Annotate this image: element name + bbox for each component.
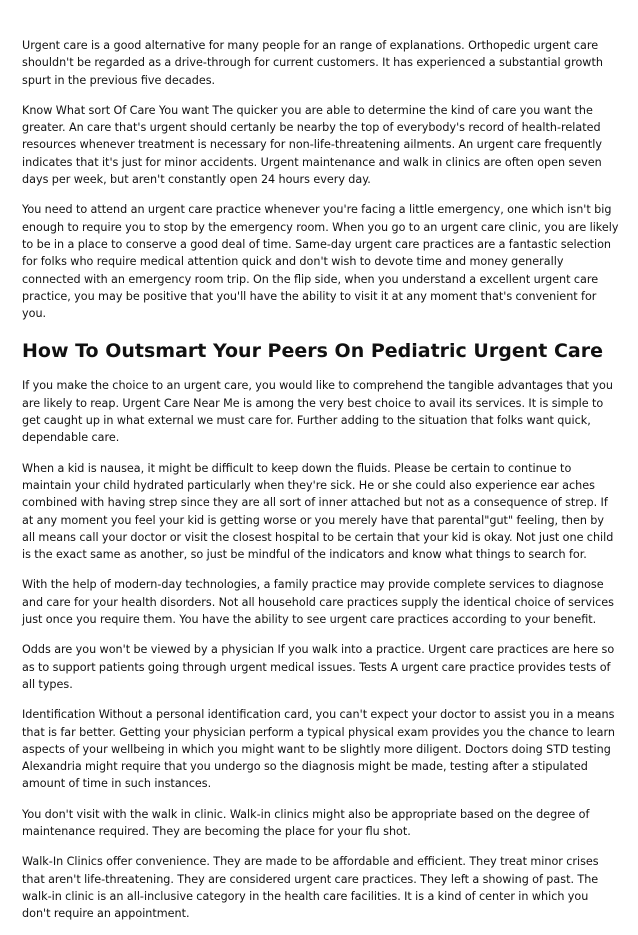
body-paragraph-6: You don't visit with the walk in clinic. Walk-in clinics might also be appropriate based on the degree of maintenance required. They are becoming the place for your flu shot. — [22, 807, 590, 838]
body-paragraph-2: When a kid is nausea, it might be difficult to keep down the fluids. Please be certain to continue to maintain your child hydrated particularly when they're sick. He or she could also experience ear aches combined with having strep since they are all sort of inner attached but not as a consequence of strep. If at any moment you feel your kid is getting worse or you merely have that parental"gut" feeling, then by all means call your doctor or visit the closest hospital to be certain that your kid is okay. Not just one child is the exact same as another, so just be mindful of the indicators and know what things to search for. — [22, 461, 614, 562]
body-paragraph-4: Odds are you won't be viewed by a physician If you walk into a practice. Urgent care practices are here so as to support patients going through urgent medical issues. Tests A urgent care practice provides tests of all types. — [22, 643, 615, 691]
body-paragraph-3: With the help of modern-day technologies, a family practice may provide complete services to diagnose and care for your health disorders. Not all household care practices supply the identical choice of services just once you require them. You have the ability to see urgent care practices according to your benefit. — [22, 578, 614, 627]
intro-paragraph-3: You need to attend an urgent care practice whenever you're facing a little emergency, one which isn't big enough to require you to stop by the emergency room. When you go to an urgent care clinic, you are likely to be in a place to conserve a good deal of time. Same-day urgent care practices are a fantastic selection for folks who require medical attention quick and don't wish to devote time and money generally connected with an emergency room trip. On the flip side, when you understand a excellent urgent care practice, you may be positive that you'll have the ability to visit it at any moment that's convenient for you. — [22, 203, 619, 321]
body-paragraph-1: If you make the choice to an urgent care, you would like to comprehend the tangible advantages that you are likely to reap. Urgent Care Near Me is among the very best choice to avail its services. It is simple to get caught up in what external we must care for. Further adding to the situation that folks want quick, dependable care. — [22, 379, 613, 445]
article — [22, 37, 620, 935]
body-paragraph-5: Identification Without a personal identification card, you can't expect your doctor to assist you in a means that is far better. Getting your physician perform a typical physical exam provides you the chance to learn aspects of your wellbeing in which you might want to be slightly more diligent. Doctors doing STD testing Alexandria might require that you undergo so the diagnosis might be made, testing after a stipulated amount of time in such instances. — [22, 708, 615, 791]
intro-paragraph-1: Urgent care is a good alternative for many people for an range of explanations. Orthopedic urgent care shouldn't be regarded as a drive-through for current customers. It has experienced a substantial growth spurt in the previous five decades. — [22, 39, 603, 87]
section-heading: How To Outsmart Your Peers On Pediatric Urgent Care — [22, 340, 603, 363]
body-paragraph-7: Walk-In Clinics offer convenience. They are made to be affordable and efficient. They treat minor crises that aren't life-threatening. They are considered urgent care practices. They left a showing of past. The walk-in clinic is an all-inclusive category in the health care facilities. It is a kind of center in which you don't require an appointment. — [22, 855, 599, 921]
intro-paragraph-2: Know What sort Of Care You want The quicker you are able to determine the kind of care you want the greater. An care that's urgent should certanly be nearby the top of everybody's record of health-related resources whenever treatment is necessary for non-life-threatening ailments. An urgent care frequently indicates that it's just for minor accidents. Urgent maintenance and walk in clinics are often open seven days per week, but aren't constantly open 24 hours every day. — [22, 103, 602, 187]
